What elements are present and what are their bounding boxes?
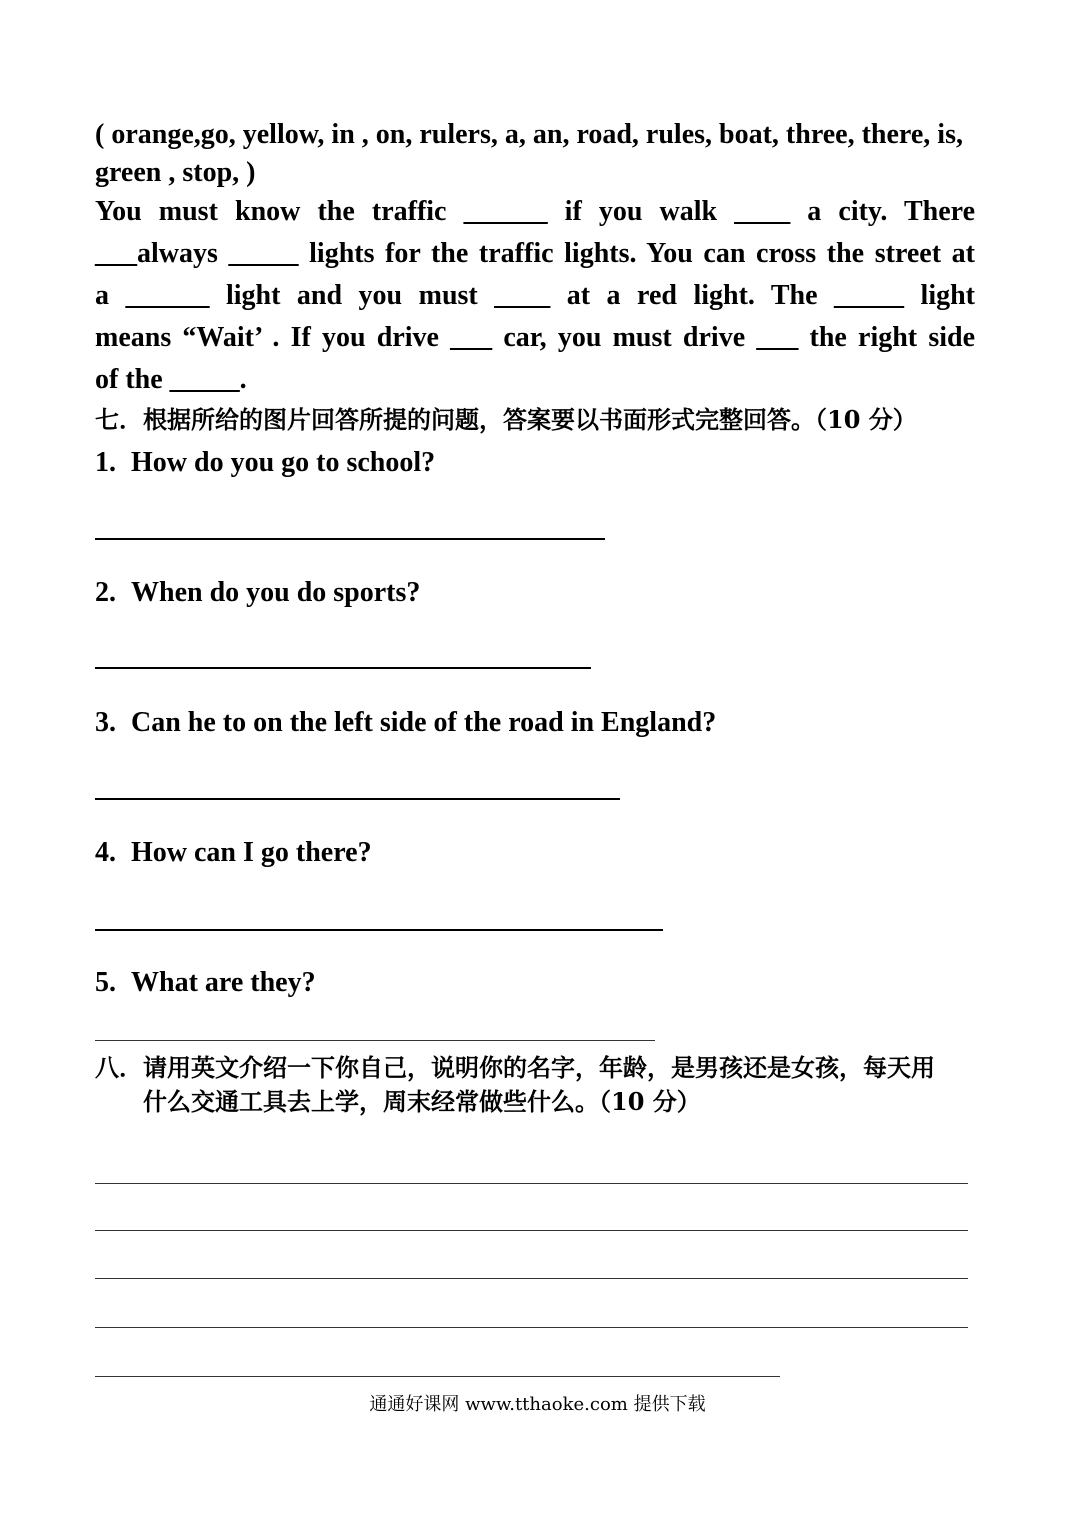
question-text: How do you go to school? <box>131 447 436 478</box>
answer-line-3[interactable] <box>95 798 620 800</box>
question-text: How can I go there? <box>131 837 372 868</box>
question-3 <box>95 707 716 739</box>
writing-line-3[interactable] <box>95 1278 968 1279</box>
answer-line-2[interactable] <box>95 667 591 669</box>
section-8-title-line-2: 什么交通工具去上学，周末经常做些什么。（10 分） <box>143 1087 701 1116</box>
passage-line-5: of the _____. <box>95 364 247 395</box>
passage-line-4: means “Wait’ . If you drive ___ car, you must drive ___ the right side <box>95 322 975 353</box>
writing-line-2[interactable] <box>95 1230 968 1231</box>
passage-line-1: You must know the traffic ______ if you walk ____ a city. There <box>95 196 975 227</box>
answer-line-1[interactable] <box>95 538 605 540</box>
question-text: When do you do sports? <box>131 577 421 608</box>
question-1 <box>95 447 435 479</box>
question-4 <box>95 837 372 869</box>
question-number: 2. <box>95 577 116 608</box>
question-2 <box>95 577 420 609</box>
question-text: What are they? <box>131 967 316 998</box>
question-5 <box>95 967 316 999</box>
answer-line-4[interactable] <box>95 929 663 931</box>
word-bank: ( orange,go, yellow, in , on, rulers, a, an, road, rules, boat, three, there, is, green , stop, ) <box>95 119 963 188</box>
writing-line-5[interactable] <box>95 1376 780 1377</box>
passage-line-3: a ______ light and you must ____ at a red light. The _____ light <box>95 280 975 311</box>
question-number: 3. <box>95 707 116 738</box>
footer-credit: 通通好课网 www.tthaoke.com 提供下载 <box>369 1394 706 1415</box>
answer-line-5[interactable] <box>95 1040 655 1041</box>
passage-line-2: ___always _____ lights for the traffic lights. You can cross the street at <box>95 238 975 269</box>
question-number: 1. <box>95 447 116 478</box>
section-7-title: 七．根据所给的图片回答所提的问题，答案要以书面形式完整回答。（10 分） <box>95 405 917 434</box>
section-8-title-line-1: 八．请用英文介绍一下你自己，说明你的名字，年龄，是男孩还是女孩，每天用 <box>95 1053 935 1082</box>
writing-line-4[interactable] <box>95 1327 968 1328</box>
writing-line-1[interactable] <box>95 1183 968 1184</box>
question-text: Can he to on the left side of the road in England? <box>131 707 717 738</box>
question-number: 5. <box>95 967 116 998</box>
question-number: 4. <box>95 837 116 868</box>
